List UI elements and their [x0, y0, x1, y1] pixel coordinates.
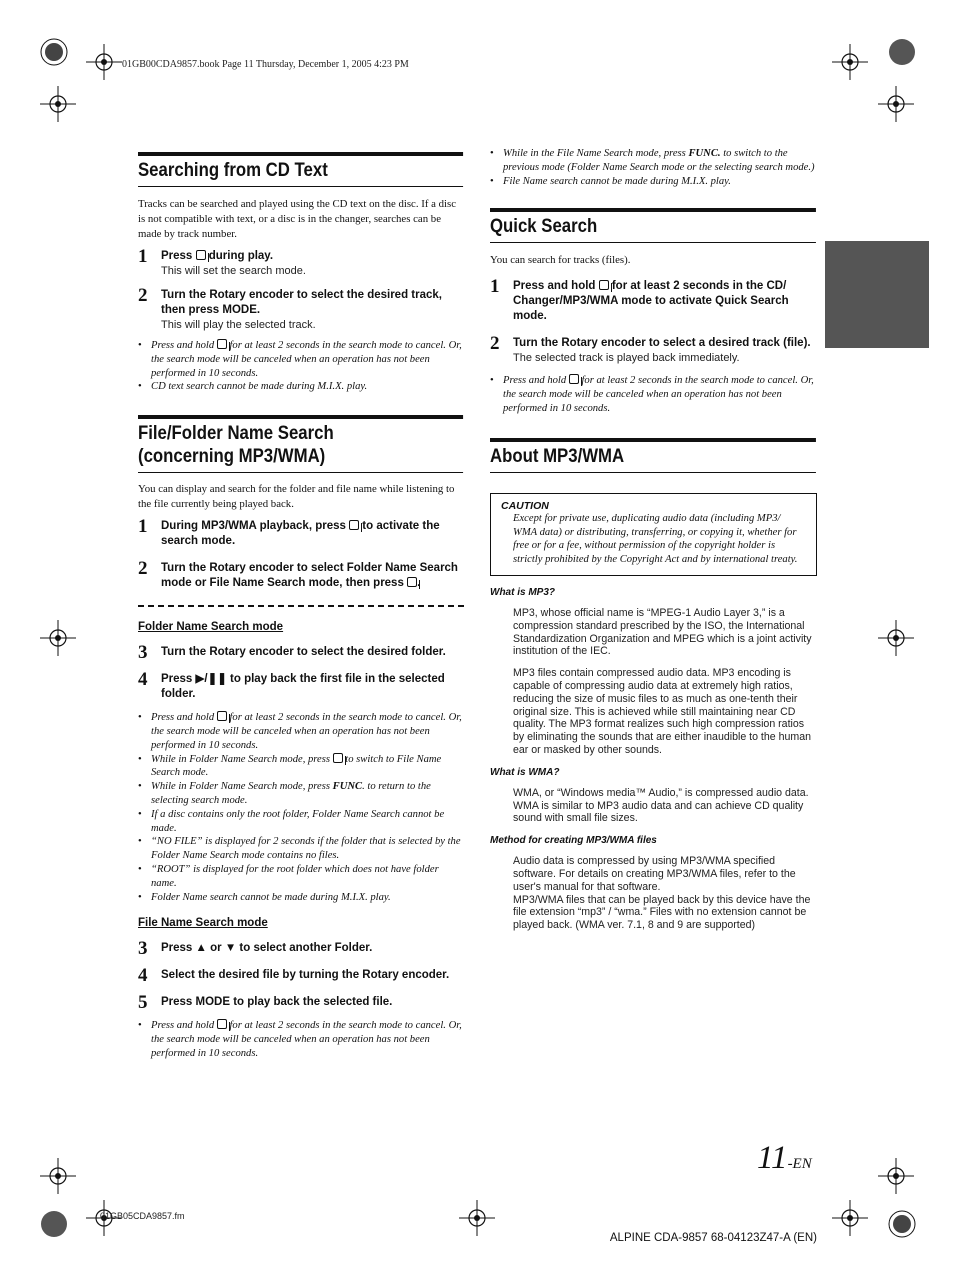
left-column	[138, 152, 464, 1061]
folder-intro: You can display and search for the folder and file name while listening to the file currently being played back.	[138, 483, 455, 511]
quick-intro: You can search for tracks (files).	[490, 254, 631, 267]
list-item: • Press and hold for at least 2 seconds in the search mode to cancel. Or, the search mode will be canceled when an operation has not been performed in 10 seconds.	[490, 374, 817, 415]
crosshair-mark-icon	[878, 620, 914, 656]
step-4: 4 Press ▶/❚❚ to play back the first file in the selected folder.	[138, 669, 445, 701]
list-item: • Press and hold for at least 2 seconds in the search mode to cancel. Or, the search mode will be canceled when an operation has not been performed in 10 seconds.	[138, 711, 464, 752]
search-button-icon	[196, 250, 206, 260]
step-3: 3 Turn the Rotary encoder to select the desired folder.	[138, 642, 446, 664]
list-item: • “NO FILE” is displayed for 2 seconds if the folder that is selected by the Folder Name Search mode contains no files.	[138, 835, 464, 863]
step-4: 4 Select the desired file by turning the Rotary encoder.	[138, 965, 450, 987]
star-target-icon	[888, 1210, 916, 1238]
star-target-icon	[40, 1210, 68, 1238]
mp3-paragraph: MP3, whose official name is “MPEG-1 Audio Layer 3,” is a compression standard prescribed by the ISO, the International Standardization Organization and MPEG which is a joint activity institution of the IEC.	[513, 606, 812, 658]
section-thumb-tab	[825, 241, 929, 348]
search-button-icon	[217, 339, 227, 349]
right-column	[490, 147, 817, 932]
search-button-icon	[217, 1019, 227, 1029]
page-number: 11-EN	[757, 1140, 812, 1176]
crosshair-mark-icon	[832, 44, 868, 80]
file-mode-notes	[490, 147, 817, 188]
crosshair-mark-icon	[878, 1158, 914, 1194]
mp3-paragraph: MP3 files contain compressed audio data. MP3 encoding is capable of compressing audio data at extremely high ratios, reducing the size of music files to as much as one-tenth their original size. This is achieved while still maintaining near CD quality. The MP3 format realizes such high compression ratios by eliminating the sounds that are either inaudible to the human ear or masked by other sounds.	[513, 667, 811, 756]
footer-model: ALPINE CDA-9857 68-04123Z47-A (EN)	[609, 1232, 817, 1244]
list-item: • File Name search cannot be made during M.I.X. play.	[490, 175, 817, 189]
step-1: 1 Press during play. This will set the search mode.	[138, 246, 306, 277]
folder-mode-heading: Folder Name Search mode	[138, 621, 284, 634]
star-target-icon	[40, 38, 68, 66]
step-2: 2 Turn the Rotary encoder to select the desired track, then press MODE. This will play the selected track.	[138, 285, 442, 331]
method-paragraph: MP3/WMA files that can be played back by this device have the file extension “mp3” / “wma.” Files with no extension cannot be played back. (WMA ver. 7.1, 8 and 9 are supported)	[513, 893, 811, 932]
step-5: 5 Press MODE to play back the selected file.	[138, 992, 393, 1014]
section-title-cd-text: Searching from CD Text	[138, 152, 463, 187]
wma-heading: What is WMA?	[490, 766, 560, 778]
up-arrow-icon: ▲	[195, 942, 207, 955]
step-2: 2 Turn the Rotary encoder to select a desired track (file). The selected track is played back immediately.	[490, 333, 811, 365]
method-heading: Method for creating MP3/WMA files	[490, 835, 657, 847]
list-item: • CD text search cannot be made during M.I.X. play.	[138, 380, 464, 394]
quick-notes	[490, 374, 817, 415]
section-title-about-mp3: About MP3/WMA	[490, 438, 816, 473]
play-pause-icon: ▶/❚❚	[195, 673, 227, 686]
caution-text: Except for private use, duplicating audio data (including MP3/ WMA data) or distributing, transferring, or copying it, whether for free or for a fee, without permission of the copyright holder is strictly prohibited by the Copyright Act and by international treaty.	[513, 512, 798, 566]
step-2: 2 Turn the Rotary encoder to select Folder Name Search mode or File Name Search mode, then press .	[138, 558, 458, 590]
crosshair-mark-icon	[40, 86, 76, 122]
wma-paragraph: WMA, or “Windows media™ Audio,” is compressed audio data. WMA is similar to MP3 audio data and can achieve CD quality sound with small file sizes.	[513, 786, 809, 825]
search-button-icon	[407, 577, 417, 587]
list-item: • Press and hold for at least 2 seconds in the search mode to cancel. Or, the search mode will be canceled when an operation has not been performed in 10 seconds.	[138, 1019, 464, 1060]
down-arrow-icon: ▼	[224, 942, 237, 955]
caution-box	[490, 493, 817, 576]
mp3-heading: What is MP3?	[490, 586, 556, 598]
caution-label: CAUTION	[501, 499, 549, 512]
list-item: • While in the File Name Search mode, press FUNC. to switch to the previous mode (Folder Name Search mode or the selecting search mode.)	[490, 147, 817, 175]
file-mode-heading: File Name Search mode	[138, 917, 268, 930]
search-button-icon	[333, 753, 343, 763]
search-button-icon	[569, 374, 579, 384]
cd-text-intro: Tracks can be searched and played using the CD text on the disc. If a disc is not compatible with text, or a disc is in the changer, searches can be made by track number.	[138, 198, 457, 240]
divider	[138, 605, 464, 607]
section-title-quick-search: Quick Search	[490, 208, 816, 243]
list-item: • “ROOT” is displayed for the root folder which does not have folder name.	[138, 863, 464, 891]
crosshair-mark-icon	[40, 620, 76, 656]
list-item: • Folder Name search cannot be made during M.I.X. play.	[138, 891, 464, 905]
file-notes	[138, 1019, 464, 1060]
star-target-icon	[888, 38, 916, 66]
list-item: • While in Folder Name Search mode, press FUNC. to return to the selecting search mode.	[138, 780, 464, 808]
method-paragraph: Audio data is compressed by using MP3/WMA specified software. For details on creating MP3/WMA files, refer to the user's manual for that software.	[513, 855, 796, 893]
list-item: • Press and hold for at least 2 seconds in the search mode to cancel. Or, the search mode will be canceled when an operation has not been performed in 10 seconds.	[138, 339, 464, 380]
cd-text-notes	[138, 339, 464, 394]
search-button-icon	[599, 280, 609, 290]
file-name: 01GB05CDA9857.fm	[100, 1211, 185, 1221]
step-3: 3 Press ▲ or ▼ to select another Folder.	[138, 938, 373, 960]
crosshair-mark-icon	[40, 1158, 76, 1194]
search-button-icon	[349, 520, 359, 530]
crosshair-mark-icon	[459, 1200, 495, 1236]
list-item: • If a disc contains only the root folder, Folder Name Search cannot be made.	[138, 808, 464, 836]
crosshair-mark-icon	[832, 1200, 868, 1236]
step-1: 1 During MP3/WMA playback, press to activate the search mode.	[138, 516, 440, 548]
search-button-icon	[217, 711, 227, 721]
folder-notes	[138, 711, 464, 904]
crosshair-mark-icon	[878, 86, 914, 122]
list-item: • While in Folder Name Search mode, press to switch to File Name Search mode.	[138, 753, 464, 781]
crosshair-mark-icon	[86, 44, 122, 80]
book-header: 01GB00CDA9857.book Page 11 Thursday, December 1, 2005 4:23 PM	[122, 59, 409, 70]
section-title-folder-search: File/Folder Name Search (concerning MP3/WMA)	[138, 415, 463, 473]
step-1: 1 Press and hold for at least 2 seconds in the CD/ Changer/MP3/WMA mode to activate Quick Search mode.	[490, 276, 789, 323]
